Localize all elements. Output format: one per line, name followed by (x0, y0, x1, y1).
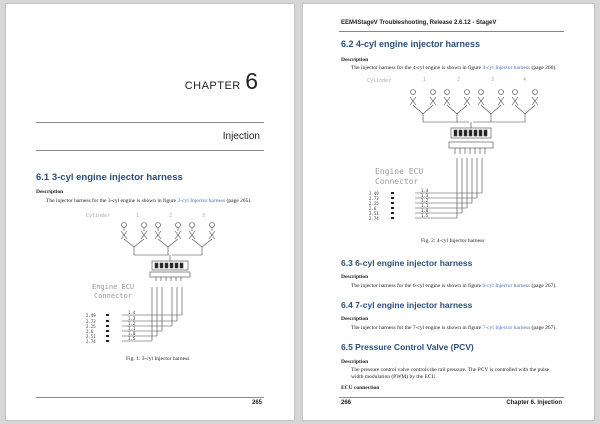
figure-caption: Fig. 1: 3-cyl Injector harness (126, 356, 190, 362)
section-6-5-text: The pressure control valve controls the rail pressure. The PCV is controlled with the pulse width modulation (PWM) by the ECU. (351, 367, 550, 380)
ecu-label: Engine ECU (92, 283, 135, 291)
description-label: Description (341, 359, 369, 365)
cyl-num: 4 (523, 77, 527, 83)
description-label: Description (341, 316, 369, 322)
section-6-3-text: The injector harness for the 6-cyl engine is shown in figure 6-cyl Injector harness (page 267). (351, 283, 557, 289)
svg-text:2.73: 2.73 (86, 319, 96, 324)
svg-text:2.51: 2.51 (369, 211, 379, 216)
section-6-4-title: 6.4 7-cyl engine injector harness (341, 300, 473, 310)
description-label: Description (341, 274, 369, 280)
svg-text:1.1: 1.1 (128, 326, 136, 331)
svg-text:1.1: 1.1 (421, 203, 429, 208)
section-6-5-title: 6.5 Pressure Control Valve (PCV) (341, 342, 474, 352)
svg-text:2.25: 2.25 (86, 324, 96, 329)
ecu-label: Connector (375, 177, 419, 186)
chapter-number: 6 (245, 68, 258, 94)
figure-link[interactable]: 3-cyl Injector harness (177, 198, 226, 204)
figure-link[interactable]: 4-cyl Injector harness (482, 65, 531, 71)
ecu-connection-label: ECU connection (341, 385, 380, 391)
description-text: The injector harness for the 3-cyl engine is shown in figure 3-cyl Injector harness (page 265). (46, 198, 252, 204)
section-6-2-title: 6.2 4-cyl engine injector harness (341, 39, 481, 49)
section-title: 6.1 3-cyl engine injector harness (36, 172, 183, 183)
left-page (6, 4, 294, 420)
svg-text:1.0: 1.0 (128, 331, 136, 336)
injector-harness-diagram-4cyl (365, 72, 545, 232)
cyl-num: 1 (136, 213, 140, 219)
svg-text:2.25: 2.25 (369, 201, 379, 206)
svg-text:1.5: 1.5 (128, 336, 136, 341)
footer-rule (339, 397, 564, 398)
cyl-num: 2 (169, 213, 173, 219)
running-header: EEM4StageV Troubleshooting, Release 2.6.12 - StageV (341, 20, 497, 26)
chapter-rule-bottom (36, 150, 264, 151)
chapter-heading (185, 68, 258, 95)
footer-rule (36, 397, 264, 398)
header-rule (339, 31, 564, 32)
svg-text:2.73: 2.73 (369, 196, 379, 201)
svg-text:1.3: 1.3 (128, 316, 136, 321)
ecu-label: Connector (94, 292, 132, 300)
cyl-num: 1 (423, 77, 427, 83)
svg-text:2.74: 2.74 (369, 216, 379, 221)
svg-text:2.49: 2.49 (369, 191, 379, 196)
cylinder-label: Cylinder (86, 213, 111, 219)
figure-link[interactable]: 7-cyl Injector harness (482, 325, 531, 331)
figure-link[interactable]: 6-cyl Injector harness (482, 283, 531, 289)
page-number: 265 (251, 400, 262, 406)
section-6-4-text: The injector harness for the 7-cyl engine is shown in figure 7-cyl Injector harness (page 267). (351, 325, 557, 331)
svg-text:1.0: 1.0 (421, 208, 429, 213)
section-6-2-text: The injector harness for the 4-cyl engine is shown in figure 4-cyl Injector harness (page 266). (351, 65, 557, 71)
svg-text:2.6: 2.6 (86, 329, 94, 334)
right-page (303, 4, 594, 420)
svg-text:1.3: 1.3 (421, 193, 429, 198)
description-label: Description (341, 57, 369, 63)
svg-text:1.2: 1.2 (421, 198, 429, 203)
description-label: Description (36, 189, 64, 195)
chapter-rule-top (36, 122, 264, 123)
section-6-3-title: 6.3 6-cyl engine injector harness (341, 258, 473, 268)
chapter-footer: Chapter 6. Injection (506, 400, 562, 406)
svg-text:1.4: 1.4 (128, 310, 136, 315)
figure-caption: Fig. 2: 4-cyl Injector harness (421, 238, 485, 244)
chapter-word: CHAPTER (184, 80, 241, 92)
cyl-num: 2 (457, 77, 461, 83)
svg-text:2.6: 2.6 (369, 206, 377, 211)
svg-text:2.51: 2.51 (86, 334, 96, 339)
page-number: 266 (341, 400, 352, 406)
svg-text:1.4: 1.4 (421, 188, 429, 193)
svg-text:1.5: 1.5 (421, 213, 429, 218)
svg-text:2.74: 2.74 (86, 339, 96, 344)
injector-harness-diagram-3cyl (84, 209, 234, 354)
cylinder-label: Cylinder (367, 78, 392, 84)
chapter-title: Injection (222, 131, 260, 142)
svg-text:1.2: 1.2 (128, 321, 136, 326)
cyl-num: 3 (491, 77, 495, 83)
ecu-label: Engine ECU (375, 167, 424, 176)
svg-text:2.49: 2.49 (86, 313, 96, 318)
cyl-num: 3 (202, 213, 206, 219)
